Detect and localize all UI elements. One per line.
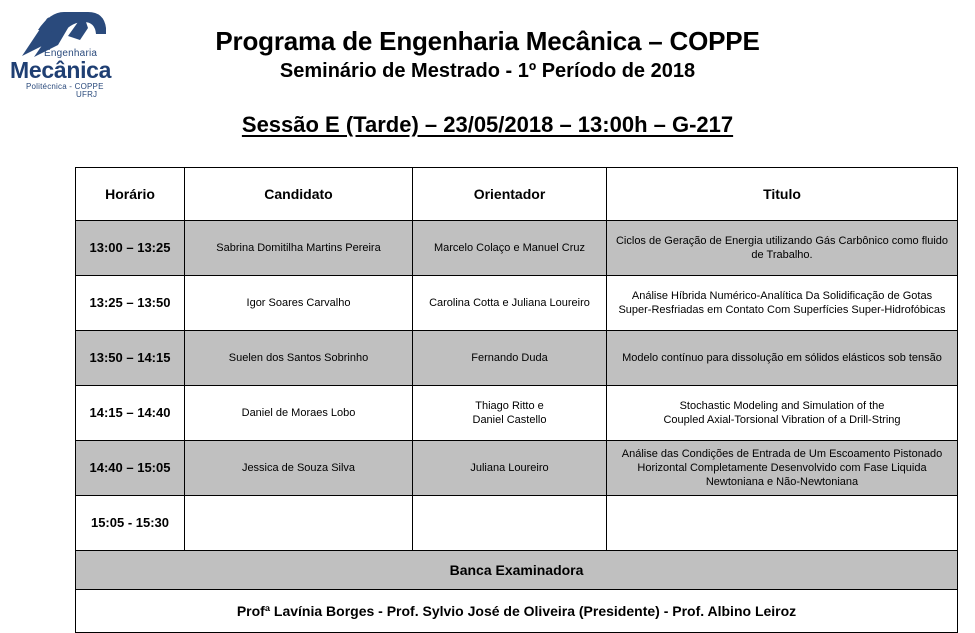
cell-text-line: Análise das Condições de Entrada de Um Escoamento Pistonado — [621, 448, 943, 460]
cell-horario: 13:25 – 13:50 — [76, 276, 185, 331]
logo-politecnica-coppe-text: Politécnica - COPPE — [26, 82, 104, 91]
cell-horario: 13:50 – 14:15 — [76, 331, 185, 386]
logo-mecanica-text: Mecânica — [10, 57, 112, 83]
cell-text-line: Jessica de Souza Silva — [241, 462, 356, 474]
cell-titulo — [607, 496, 958, 551]
cell-orientador — [413, 221, 607, 276]
cell-candidato — [185, 496, 413, 551]
column-header-orientador: Orientador — [413, 168, 607, 221]
banca-examinadora-label: Banca Examinadora — [76, 551, 958, 590]
cell-text-line: Sabrina Domitilha Martins Pereira — [216, 242, 381, 254]
schedule-table-head — [76, 168, 958, 221]
cell-titulo — [607, 386, 958, 441]
cell-candidato — [185, 441, 413, 496]
cell-titulo — [607, 331, 958, 386]
table-row — [76, 276, 958, 331]
cell-text-line: Modelo contínuo para dissolução em sólidos elásticos sob tensão — [622, 352, 942, 364]
schedule-table — [75, 167, 958, 633]
cell-text-line: Super-Resfriadas em Contato Com Superfícies Super-Hidrofóbicas — [618, 304, 946, 316]
logo-ufrj-text: UFRJ — [76, 90, 98, 99]
cell-text-line: Fernando Duda — [471, 352, 548, 364]
cell-text-line: Thiago Ritto e — [475, 400, 544, 412]
column-header-titulo: Titulo — [607, 168, 958, 221]
cell-text-line: Newtoniana e Não-Newtoniana — [705, 476, 859, 488]
column-header-candidato: Candidato — [185, 168, 413, 221]
cell-titulo — [607, 441, 958, 496]
page-title: Programa de Engenharia Mecânica – COPPE — [215, 26, 760, 56]
cell-text-line: de Trabalho. — [751, 249, 813, 261]
cell-text-line: Daniel de Moraes Lobo — [241, 407, 356, 419]
cell-orientador — [413, 276, 607, 331]
table-header-row — [76, 168, 958, 221]
session-heading — [0, 112, 975, 138]
schedule-table-body — [76, 221, 958, 633]
session-heading-text: Sessão E (Tarde) – 23/05/2018 – 13:00h – G-217 — [241, 112, 734, 137]
cell-text-line: Suelen dos Santos Sobrinho — [228, 352, 369, 364]
cell-horario: 15:05 - 15:30 — [76, 496, 185, 551]
cell-candidato — [185, 221, 413, 276]
banca-examinadora-row — [76, 551, 958, 590]
table-row — [76, 331, 958, 386]
examiners-list: Profª Lavínia Borges - Prof. Sylvio José de Oliveira (Presidente) - Prof. Albino Leiroz — [76, 590, 958, 633]
cell-text-line: Coupled Axial-Torsional Vibration of a Drill-String — [663, 414, 901, 426]
table-row — [76, 386, 958, 441]
cell-horario: 13:00 – 13:25 — [76, 221, 185, 276]
cell-titulo — [607, 276, 958, 331]
cell-candidato — [185, 331, 413, 386]
schedule-table-container — [75, 167, 957, 633]
table-row — [76, 221, 958, 276]
cell-text-line: Horizontal Completamente Desenvolvido com Fase Liquida — [637, 462, 927, 474]
cell-orientador — [413, 496, 607, 551]
document-header — [0, 26, 975, 84]
cell-text-line: Marcelo Colaço e Manuel Cruz — [433, 242, 585, 254]
cell-orientador — [413, 331, 607, 386]
cell-orientador — [413, 386, 607, 441]
cell-candidato — [185, 276, 413, 331]
cell-horario: 14:40 – 15:05 — [76, 441, 185, 496]
cell-orientador — [413, 441, 607, 496]
cell-text-line: Juliana Loureiro — [470, 462, 549, 474]
examiners-row — [76, 590, 958, 633]
page-subtitle: Seminário de Mestrado - 1º Período de 2018 — [279, 60, 696, 82]
table-row — [76, 496, 958, 551]
cell-titulo — [607, 221, 958, 276]
cell-text-line: Ciclos de Geração de Energia utilizando Gás Carbônico como fluido — [615, 235, 948, 247]
table-row — [76, 441, 958, 496]
cell-text-line: Análise Híbrida Numérico-Analítica Da Solidificação de Gotas — [631, 290, 933, 302]
cell-text-line: Igor Soares Carvalho — [246, 297, 351, 309]
column-header-horario: Horário — [76, 168, 185, 221]
logo-engenharia-text: Engenharia — [44, 48, 98, 59]
cell-candidato — [185, 386, 413, 441]
cell-text-line: Daniel Castello — [472, 414, 547, 426]
cell-text-line: Carolina Cotta e Juliana Loureiro — [429, 297, 590, 309]
cell-text-line: Stochastic Modeling and Simulation of the — [679, 400, 885, 412]
cell-horario: 14:15 – 14:40 — [76, 386, 185, 441]
